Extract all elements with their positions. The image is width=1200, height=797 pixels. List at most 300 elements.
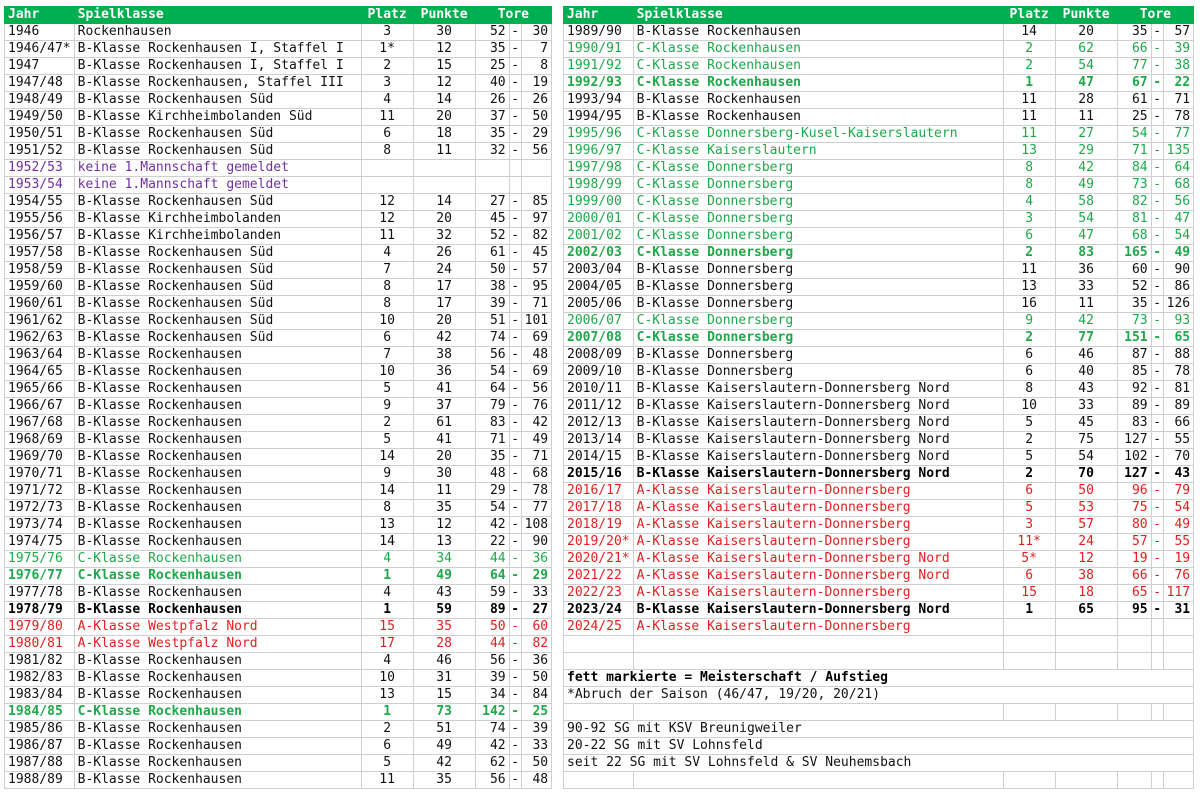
points: 49 — [413, 738, 475, 755]
league-name: B-Klasse Donnersberg — [633, 262, 1003, 279]
points: 61 — [413, 415, 475, 432]
goals-against: 66 — [1163, 415, 1193, 432]
league-name: B-Klasse Rockenhausen — [633, 109, 1003, 126]
goals-separator: - — [509, 568, 521, 585]
season-row — [564, 330, 1194, 347]
goals-against: 50 — [521, 109, 551, 126]
goals-separator: - — [509, 398, 521, 415]
points: 36 — [413, 364, 475, 381]
league-name: B-Klasse Rockenhausen — [633, 24, 1003, 41]
goals-for: 83 — [1117, 415, 1151, 432]
league-name: B-Klasse Rockenhausen — [74, 738, 361, 755]
goals-for: 35 — [1117, 24, 1151, 41]
goals-separator: - — [509, 109, 521, 126]
season-year: 1946/47* — [5, 41, 75, 58]
season-year: 1967/68 — [5, 415, 75, 432]
goals-against: 126 — [1163, 296, 1193, 313]
goals-against: 85 — [521, 194, 551, 211]
goals-against: 79 — [1163, 483, 1193, 500]
goals-for: 89 — [1117, 398, 1151, 415]
season-row — [564, 58, 1194, 75]
goals-for: 61 — [1117, 92, 1151, 109]
season-row — [5, 721, 552, 738]
league-name: keine 1.Mannschaft gemeldet — [74, 177, 361, 194]
league-name: C-Klasse Donnersberg-Kusel-Kaiserslautern — [633, 126, 1003, 143]
goals-for: 37 — [475, 109, 509, 126]
season-row — [5, 653, 552, 670]
league-name: B-Klasse Kirchheimbolanden — [74, 211, 361, 228]
goals-for: 82 — [1117, 194, 1151, 211]
goals-against: 70 — [1163, 449, 1193, 466]
goals-separator: - — [509, 653, 521, 670]
goals-against: 43 — [1163, 466, 1193, 483]
season-row — [5, 177, 552, 194]
goals-against: 56 — [1163, 194, 1193, 211]
season-row — [564, 194, 1194, 211]
league-name: B-Klasse Kirchheimbolanden — [74, 228, 361, 245]
league-name: B-Klasse Rockenhausen — [74, 602, 361, 619]
goals-against: 48 — [521, 772, 551, 789]
points: 75 — [1055, 432, 1117, 449]
goals-for: 57 — [1117, 534, 1151, 551]
goals-separator: - — [1151, 211, 1163, 228]
goals-separator: - — [1151, 279, 1163, 296]
goals-against: 36 — [521, 653, 551, 670]
place: 9 — [361, 398, 413, 415]
goals-separator: - — [509, 245, 521, 262]
points — [413, 177, 475, 194]
header-points: Punkte — [413, 7, 475, 24]
season-row — [564, 636, 1194, 653]
points: 13 — [413, 534, 475, 551]
season-year: 2011/12 — [564, 398, 634, 415]
goals-separator: - — [1151, 347, 1163, 364]
goals-against: 19 — [521, 75, 551, 92]
points: 20 — [413, 313, 475, 330]
season-year: 1975/76 — [5, 551, 75, 568]
place: 4 — [361, 653, 413, 670]
goals-for: 35 — [475, 126, 509, 143]
goals-against: 31 — [1163, 602, 1193, 619]
season-year: 1991/92 — [564, 58, 634, 75]
season-row — [5, 704, 552, 721]
goals-against: 54 — [1163, 228, 1193, 245]
right-standings-table — [563, 6, 1194, 789]
season-row — [564, 109, 1194, 126]
goals-separator: - — [509, 636, 521, 653]
season-row — [564, 534, 1194, 551]
goals-against: 48 — [521, 347, 551, 364]
goals-against: 84 — [521, 687, 551, 704]
place: 1 — [1003, 602, 1055, 619]
goals-for — [475, 160, 509, 177]
season-row — [5, 432, 552, 449]
goals-against: 25 — [521, 704, 551, 721]
league-name: B-Klasse Kaiserslautern-Donnersberg Nord — [633, 398, 1003, 415]
season-year: 1978/79 — [5, 602, 75, 619]
goals-against: 71 — [1163, 92, 1193, 109]
goals-against: 39 — [1163, 41, 1193, 58]
place: 8 — [361, 296, 413, 313]
season-row — [564, 41, 1194, 58]
goals-separator: - — [1151, 160, 1163, 177]
goals-for: 56 — [475, 772, 509, 789]
goals-separator: - — [1151, 41, 1163, 58]
goals-separator: - — [509, 381, 521, 398]
place: 5 — [361, 381, 413, 398]
season-row — [564, 449, 1194, 466]
goals-separator: - — [509, 262, 521, 279]
place: 2 — [361, 415, 413, 432]
goals-for: 44 — [475, 636, 509, 653]
points: 35 — [413, 619, 475, 636]
goals-against: 64 — [1163, 160, 1193, 177]
place: 11 — [1003, 109, 1055, 126]
goals-for: 151 — [1117, 330, 1151, 347]
place: 5* — [1003, 551, 1055, 568]
goals-against — [521, 160, 551, 177]
points: 33 — [1055, 398, 1117, 415]
goals-separator: - — [1151, 58, 1163, 75]
points: 42 — [1055, 313, 1117, 330]
goals-against: 82 — [521, 636, 551, 653]
goals-for: 84 — [1117, 160, 1151, 177]
place — [361, 160, 413, 177]
goals-for: 32 — [475, 143, 509, 160]
league-name: A-Klasse Westpfalz Nord — [74, 619, 361, 636]
season-row — [5, 449, 552, 466]
goals-for: 65 — [1117, 585, 1151, 602]
place: 8 — [1003, 381, 1055, 398]
goals-separator: - — [1151, 483, 1163, 500]
goals-against: 54 — [1163, 500, 1193, 517]
goals-against: 30 — [521, 24, 551, 41]
season-row — [5, 670, 552, 687]
league-name: B-Klasse Rockenhausen, Staffel III — [74, 75, 361, 92]
league-name: C-Klasse Donnersberg — [633, 228, 1003, 245]
league-name: B-Klasse Rockenhausen Süd — [74, 143, 361, 160]
league-name: B-Klasse Rockenhausen — [74, 398, 361, 415]
goals-against: 71 — [521, 449, 551, 466]
season-row — [564, 772, 1194, 789]
season-row — [5, 585, 552, 602]
goals-for: 87 — [1117, 347, 1151, 364]
goals-for: 19 — [1117, 551, 1151, 568]
points: 14 — [413, 92, 475, 109]
points: 20 — [413, 109, 475, 126]
points: 11 — [413, 143, 475, 160]
points: 70 — [1055, 466, 1117, 483]
points: 37 — [413, 398, 475, 415]
season-row — [5, 109, 552, 126]
goals-for: 42 — [475, 738, 509, 755]
place: 5 — [361, 755, 413, 772]
season-year: 1954/55 — [5, 194, 75, 211]
season-row — [564, 160, 1194, 177]
goals-separator — [1151, 653, 1163, 670]
goals-separator: - — [509, 194, 521, 211]
goals-for: 52 — [475, 228, 509, 245]
place: 2 — [1003, 432, 1055, 449]
goals-against: 56 — [521, 143, 551, 160]
points: 53 — [1055, 500, 1117, 517]
league-name: B-Klasse Rockenhausen I, Staffel I — [74, 41, 361, 58]
points: 30 — [413, 466, 475, 483]
goals-for: 48 — [475, 466, 509, 483]
goals-separator: - — [509, 738, 521, 755]
place: 11 — [1003, 126, 1055, 143]
goals-against: 49 — [1163, 517, 1193, 534]
goals-against: 90 — [1163, 262, 1193, 279]
goals-for: 61 — [475, 245, 509, 262]
season-row — [5, 92, 552, 109]
goals-for: 89 — [475, 602, 509, 619]
goals-separator: - — [1151, 296, 1163, 313]
goals-against: 29 — [521, 126, 551, 143]
league-name: B-Klasse Rockenhausen — [74, 653, 361, 670]
league-name: B-Klasse Rockenhausen — [74, 483, 361, 500]
goals-against: 56 — [521, 381, 551, 398]
goals-for: 42 — [475, 517, 509, 534]
goals-separator: - — [1151, 466, 1163, 483]
goals-separator: - — [509, 602, 521, 619]
season-row — [5, 738, 552, 755]
goals-separator: - — [1151, 177, 1163, 194]
place: 16 — [1003, 296, 1055, 313]
season-year: 2004/05 — [564, 279, 634, 296]
league-name: B-Klasse Rockenhausen Süd — [74, 279, 361, 296]
league-name: keine 1.Mannschaft gemeldet — [74, 160, 361, 177]
league-name: A-Klasse Kaiserslautern-Donnersberg Nord — [633, 551, 1003, 568]
note-text: *Abruch der Saison (46/47, 19/20, 20/21) — [564, 687, 1194, 704]
season-year: 1980/81 — [5, 636, 75, 653]
place: 15 — [1003, 585, 1055, 602]
season-year: 1999/00 — [564, 194, 634, 211]
place — [1003, 772, 1055, 789]
place — [361, 177, 413, 194]
league-name: B-Klasse Rockenhausen — [74, 500, 361, 517]
goals-for: 142 — [475, 704, 509, 721]
league-name: B-Klasse Rockenhausen — [74, 721, 361, 738]
goals-for: 92 — [1117, 381, 1151, 398]
points: 40 — [1055, 364, 1117, 381]
goals-against: 68 — [521, 466, 551, 483]
place: 9 — [1003, 313, 1055, 330]
goals-against: 50 — [521, 670, 551, 687]
goals-separator: - — [1151, 500, 1163, 517]
points: 14 — [413, 194, 475, 211]
season-row — [5, 160, 552, 177]
season-year: 2023/24 — [564, 602, 634, 619]
season-row — [564, 432, 1194, 449]
goals-separator: - — [1151, 534, 1163, 551]
points: 38 — [1055, 568, 1117, 585]
season-year — [564, 636, 634, 653]
season-year: 1952/53 — [5, 160, 75, 177]
points: 31 — [413, 670, 475, 687]
league-name: C-Klasse Donnersberg — [633, 245, 1003, 262]
goals-against: 45 — [521, 245, 551, 262]
season-year: 2000/01 — [564, 211, 634, 228]
goals-for: 22 — [475, 534, 509, 551]
goals-for: 59 — [475, 585, 509, 602]
league-name: C-Klasse Kaiserslautern — [633, 143, 1003, 160]
points: 12 — [413, 41, 475, 58]
goals-for: 50 — [475, 262, 509, 279]
goals-for: 54 — [475, 364, 509, 381]
season-year: 1977/78 — [5, 585, 75, 602]
goals-separator — [509, 177, 521, 194]
goals-against — [521, 177, 551, 194]
league-name: B-Klasse Rockenhausen Süd — [74, 245, 361, 262]
goals-for: 38 — [475, 279, 509, 296]
goals-separator: - — [509, 143, 521, 160]
goals-separator: - — [1151, 126, 1163, 143]
goals-for: 27 — [475, 194, 509, 211]
league-name: B-Klasse Rockenhausen — [74, 534, 361, 551]
season-row — [564, 228, 1194, 245]
league-name: B-Klasse Kaiserslautern-Donnersberg Nord — [633, 415, 1003, 432]
league-name: B-Klasse Kaiserslautern-Donnersberg Nord — [633, 381, 1003, 398]
place: 11 — [361, 772, 413, 789]
goals-against: 55 — [1163, 534, 1193, 551]
goals-for: 81 — [1117, 211, 1151, 228]
season-year: 1958/59 — [5, 262, 75, 279]
points: 15 — [413, 687, 475, 704]
header-goals: Tore — [475, 7, 551, 24]
points: 41 — [413, 381, 475, 398]
points: 15 — [413, 58, 475, 75]
place: 5 — [1003, 415, 1055, 432]
season-row — [5, 211, 552, 228]
goals-for: 29 — [475, 483, 509, 500]
points: 51 — [413, 721, 475, 738]
place: 14 — [361, 483, 413, 500]
season-year: 2013/14 — [564, 432, 634, 449]
season-year: 1964/65 — [5, 364, 75, 381]
points: 24 — [1055, 534, 1117, 551]
place: 5 — [361, 432, 413, 449]
season-row — [5, 194, 552, 211]
header-year: Jahr — [5, 7, 75, 24]
note-row — [564, 721, 1194, 738]
points: 30 — [413, 24, 475, 41]
goals-separator: - — [1151, 313, 1163, 330]
points: 42 — [413, 330, 475, 347]
league-name: B-Klasse Kaiserslautern-Donnersberg Nord — [633, 466, 1003, 483]
league-name: A-Klasse Kaiserslautern-Donnersberg — [633, 585, 1003, 602]
points: 58 — [1055, 194, 1117, 211]
season-year: 1984/85 — [5, 704, 75, 721]
points: 65 — [1055, 602, 1117, 619]
season-year: 1985/86 — [5, 721, 75, 738]
goals-separator: - — [509, 534, 521, 551]
goals-for: 73 — [1117, 313, 1151, 330]
goals-for: 71 — [475, 432, 509, 449]
season-year: 1969/70 — [5, 449, 75, 466]
goals-separator: - — [509, 517, 521, 534]
season-year: 1970/71 — [5, 466, 75, 483]
goals-against — [1163, 704, 1193, 721]
goals-for — [1117, 619, 1151, 636]
header-place: Platz — [1003, 7, 1055, 24]
points: 34 — [413, 551, 475, 568]
place: 10 — [1003, 398, 1055, 415]
goals-separator: - — [509, 347, 521, 364]
season-year: 1987/88 — [5, 755, 75, 772]
note-row — [564, 670, 1194, 687]
place: 2 — [1003, 58, 1055, 75]
season-year: 1968/69 — [5, 432, 75, 449]
season-year: 1956/57 — [5, 228, 75, 245]
goals-separator: - — [509, 58, 521, 75]
season-year: 1963/64 — [5, 347, 75, 364]
place: 13 — [1003, 143, 1055, 160]
goals-separator: - — [509, 92, 521, 109]
points: 43 — [413, 585, 475, 602]
note-row — [564, 755, 1194, 772]
season-row — [5, 364, 552, 381]
season-year: 1982/83 — [5, 670, 75, 687]
points: 54 — [1055, 211, 1117, 228]
place: 3 — [1003, 211, 1055, 228]
points — [1055, 636, 1117, 653]
season-year: 1995/96 — [564, 126, 634, 143]
season-row — [564, 500, 1194, 517]
league-name: B-Klasse Rockenhausen — [74, 772, 361, 789]
header-row — [564, 7, 1194, 24]
points: 28 — [1055, 92, 1117, 109]
league-name: C-Klasse Rockenhausen — [633, 58, 1003, 75]
goals-against: 55 — [1163, 432, 1193, 449]
season-year: 1979/80 — [5, 619, 75, 636]
season-row — [564, 262, 1194, 279]
league-name: B-Klasse Kaiserslautern-Donnersberg Nord — [633, 432, 1003, 449]
goals-for: 85 — [1117, 364, 1151, 381]
league-name: A-Klasse Kaiserslautern-Donnersberg — [633, 619, 1003, 636]
goals-for: 127 — [1117, 466, 1151, 483]
league-name: B-Klasse Rockenhausen — [74, 449, 361, 466]
season-row — [564, 211, 1194, 228]
points: 47 — [1055, 75, 1117, 92]
goals-separator: - — [509, 687, 521, 704]
season-year: 1946 — [5, 24, 75, 41]
goals-for: 45 — [475, 211, 509, 228]
place: 8 — [361, 500, 413, 517]
goals-against: 76 — [521, 398, 551, 415]
season-year: 2019/20* — [564, 534, 634, 551]
league-name: B-Klasse Rockenhausen Süd — [74, 330, 361, 347]
season-year: 2017/18 — [564, 500, 634, 517]
place: 11* — [1003, 534, 1055, 551]
goals-for: 50 — [475, 619, 509, 636]
points: 36 — [1055, 262, 1117, 279]
season-year: 2002/03 — [564, 245, 634, 262]
league-name: C-Klasse Donnersberg — [633, 211, 1003, 228]
season-row — [5, 279, 552, 296]
place: 6 — [1003, 228, 1055, 245]
league-name: B-Klasse Kirchheimbolanden Süd — [74, 109, 361, 126]
goals-against: 76 — [1163, 568, 1193, 585]
season-year: 2006/07 — [564, 313, 634, 330]
points: 41 — [413, 432, 475, 449]
goals-for: 96 — [1117, 483, 1151, 500]
header-place: Platz — [361, 7, 413, 24]
points: 77 — [1055, 330, 1117, 347]
league-name: A-Klasse Kaiserslautern-Donnersberg Nord — [633, 568, 1003, 585]
league-name: B-Klasse Kaiserslautern-Donnersberg Nord — [633, 449, 1003, 466]
goals-against: 22 — [1163, 75, 1193, 92]
